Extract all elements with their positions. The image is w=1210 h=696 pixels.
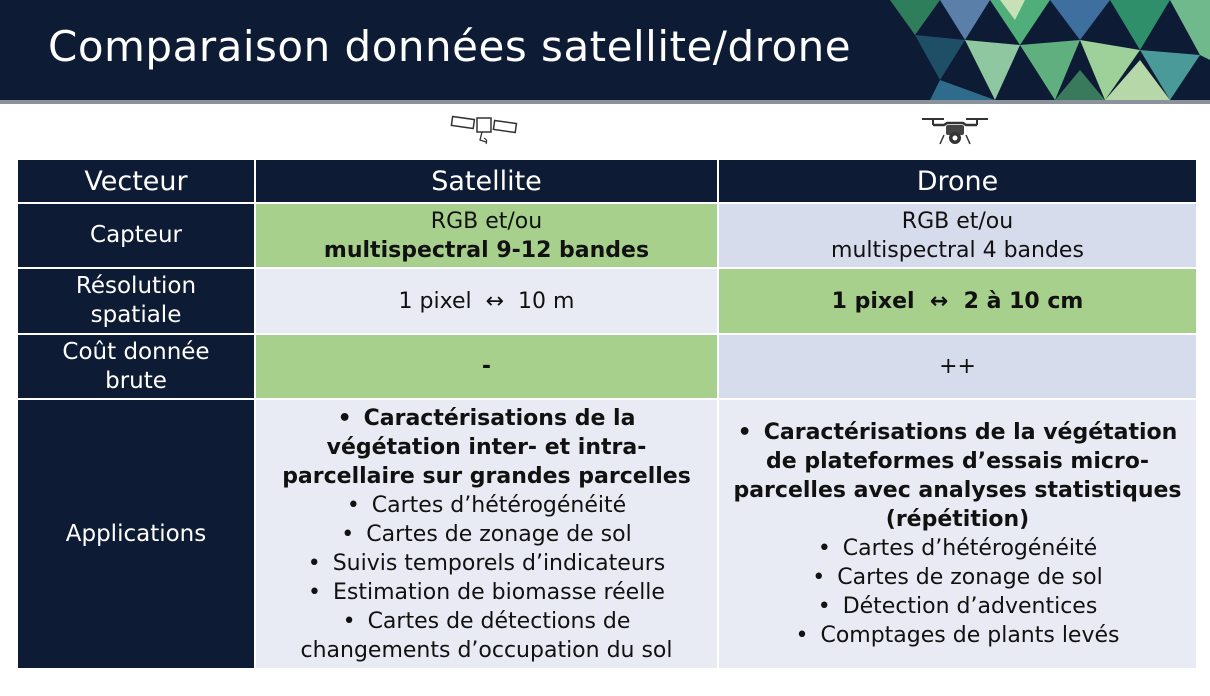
drone-applications-list xyxy=(733,418,1182,650)
cell-drone-applications xyxy=(718,399,1197,669)
row-resolution xyxy=(17,268,1197,334)
title-divider xyxy=(0,100,1210,104)
title-banner xyxy=(0,0,1210,100)
row-cout xyxy=(17,334,1197,399)
list-item: • Estimation de biomasse réelle xyxy=(280,578,693,607)
header-drone: Drone xyxy=(718,159,1197,203)
comparison-table xyxy=(16,158,1198,670)
header-satellite: Satellite xyxy=(255,159,718,203)
header-vecteur: Vecteur xyxy=(17,159,255,203)
cell-line-bold: multispectral 9-12 bandes xyxy=(323,237,650,263)
row-label-capteur: Capteur xyxy=(17,203,255,268)
decorative-triangles xyxy=(850,0,1210,100)
row-applications xyxy=(17,399,1197,669)
page-title: Comparaison données satellite/drone xyxy=(48,22,852,71)
cell-satellite-cout: - xyxy=(255,334,718,399)
list-item: • Comptages de plants levés xyxy=(733,621,1182,650)
list-item: • Cartes d’hétérogénéité xyxy=(280,491,693,520)
cell-line: multispectral 4 bandes xyxy=(831,237,1084,263)
cell-satellite-applications xyxy=(255,399,718,669)
label-line: spatiale xyxy=(90,302,182,328)
row-capteur xyxy=(17,203,1197,268)
list-item: • Caractérisations de la végétation de plateformes d’essais micro-parcelles avec analyses statistiques (répétition) xyxy=(733,418,1182,534)
cell-satellite-capteur xyxy=(255,203,718,268)
list-item: • Cartes d’hétérogénéité xyxy=(733,534,1182,563)
satellite-icon xyxy=(450,112,522,148)
list-item: • Suivis temporels d’indicateurs xyxy=(280,549,693,578)
satellite-applications-list xyxy=(280,404,693,665)
list-item: • Cartes de détections de changements d’occupation du sol xyxy=(280,607,693,665)
list-item: • Cartes de zonage de sol xyxy=(733,563,1182,592)
label-line: Résolution xyxy=(75,273,197,299)
cell-line: RGB et/ou xyxy=(901,208,1014,234)
row-label-cout xyxy=(17,334,255,399)
cell-line: RGB et/ou xyxy=(430,208,543,234)
row-label-applications: Applications xyxy=(17,399,255,669)
list-item: • Cartes de zonage de sol xyxy=(280,520,693,549)
list-item: • Caractérisations de la végétation inter- et intra-parcellaire sur grandes parcelles xyxy=(280,404,693,491)
table-header-row xyxy=(17,159,1197,203)
list-item: • Détection d’adventices xyxy=(733,592,1182,621)
cell-satellite-resolution: 1 pixel ↔ 10 m xyxy=(255,268,718,334)
label-line: Coût donnée xyxy=(62,338,210,365)
cell-drone-resolution: 1 pixel ↔ 2 à 10 cm xyxy=(718,268,1197,334)
row-label-resolution xyxy=(17,268,255,334)
cell-drone-capteur xyxy=(718,203,1197,268)
drone-icon xyxy=(920,114,990,148)
label-line: brute xyxy=(105,367,167,394)
cell-drone-cout: ++ xyxy=(718,334,1197,399)
